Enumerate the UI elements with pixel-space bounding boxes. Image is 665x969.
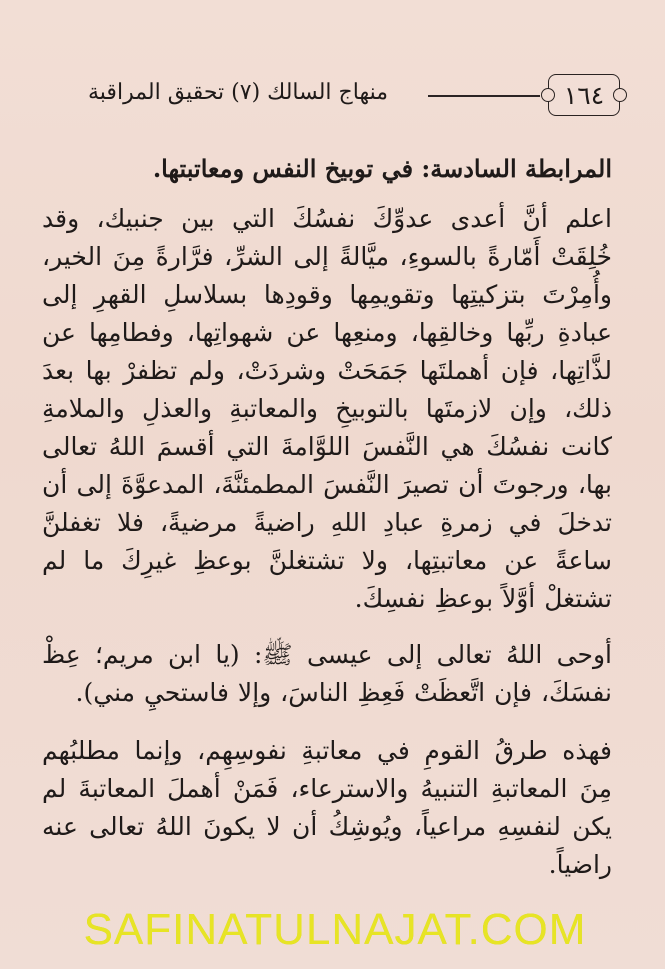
header-divider-line	[428, 95, 540, 97]
website-watermark: SAFINATULNAJAT.COM	[83, 905, 587, 954]
paragraph-self-reproach: اعلم أنَّ أعدى عدوِّكَ نفسُكَ التي بين جنبيك، وقد خُلِقَتْ أَمّارةً بالسوءِ، ميَّالةً إلى الشرِّ، فرَّارةً مِنَ الخير، وأُمِرْتَ بتزكيتِها وتقويمِها وقودِها بسلاسلِ القهرِ إلى عبادةِ ربِّها وخالقِها، ومنعِها عن شهواتِها، وفطامِها عن لذَّاتِها، فإن أهملتَها جَمَحَتْ وشردَتْ، ولم تظفرْ بها بعدَ ذلك، وإن لازمتَها بالتوبيخِ والمعاتبةِ والعذلِ والملامةِ كانت نفسُكَ هي النَّفسَ اللوَّامةَ التي أقسمَ اللهُ تعالى بها، ورجوتَ أن تصيرَ النَّفسَ المطمئنَّةَ، المدعوَّةَ إلى أن تدخلَ في زمرةِ عبادِ اللهِ راضيةً مرضيةً، فلا تغفلنَّ ساعةً عن معاتبتِها، ولا تشتغلنَّ بوعظِ غيرِكَ ما لم تشتغلْ أوَّلاً بوعظِ نفسِكَ.	[42, 204, 612, 614]
page-number-ornament	[548, 74, 620, 116]
page-content	[42, 150, 612, 884]
page-number: ١٦٤	[563, 81, 605, 110]
paragraph-revelation-to-isa: أوحى اللهُ تعالى إلى عيسى ﷺ: (يا ابن مريم؛ عِظْ نفسَكَ، فإن اتَّعظَتْ فَعِظِ الناسَ، وإلا فاستحيِ مني).	[42, 640, 612, 708]
paragraph-conclusion: فهذه طرقُ القومِ في معاتبةِ نفوسِهِم، وإنما مطلبُهم مِنَ المعاتبةِ التنبيهُ والاسترعاء، فَمَنْ أهملَ المعاتبةَ لم يكن لنفسِهِ مراعياً، ويُوشِكُ أن لا يكونَ اللهُ تعالى عنه راضياً.	[42, 736, 612, 880]
page-header	[32, 74, 632, 118]
section-title: المرابطة السادسة: في توبيخ النفس ومعاتبتها.	[152, 154, 612, 183]
running-title: منهاج السالك (٧) تحقيق المراقبة	[88, 80, 389, 105]
